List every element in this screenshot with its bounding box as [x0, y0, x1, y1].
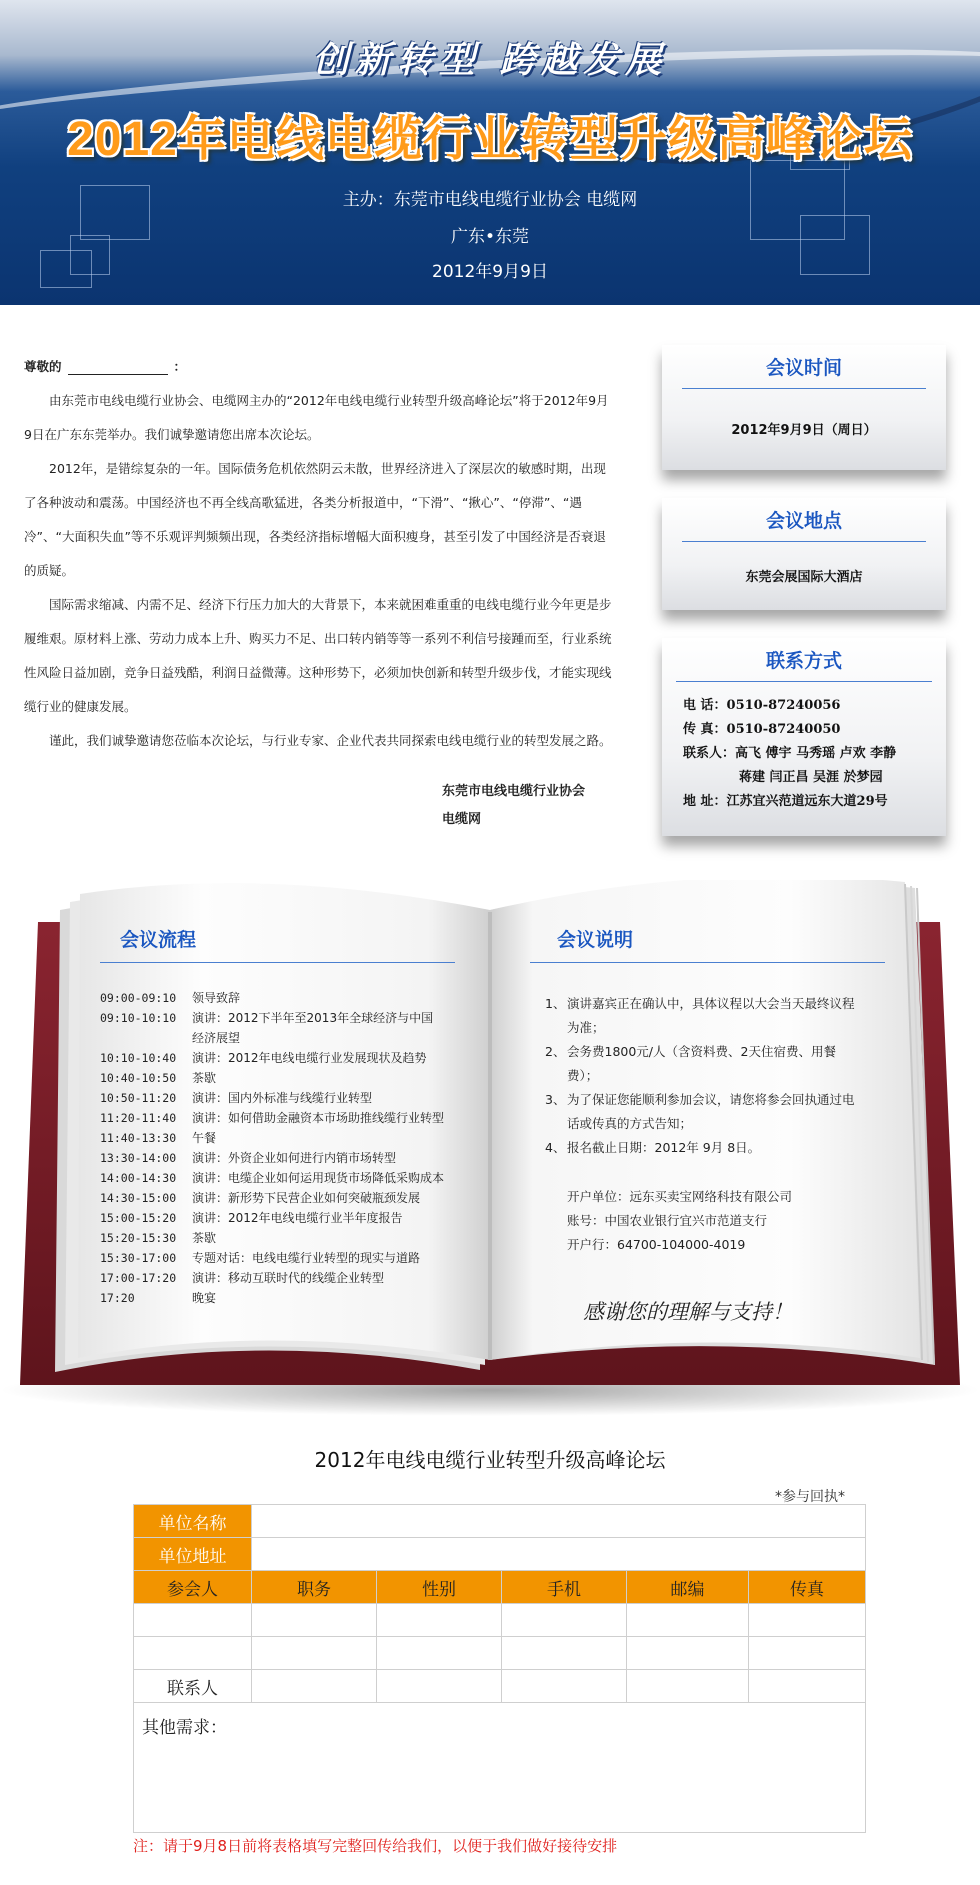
schedule-row: 11:20-11:40 演讲：如何借助金融资本市场助推线缆行业转型: [100, 1111, 445, 1125]
unit-address-field[interactable]: [252, 1538, 866, 1571]
meeting-time-box: [662, 345, 946, 470]
meeting-place-title: 会议地点: [765, 510, 842, 532]
contact-box: [662, 638, 946, 836]
unit-address-label: 单位地址: [134, 1538, 252, 1571]
contact-cell[interactable]: [252, 1670, 377, 1703]
name-blank: [68, 361, 168, 375]
banner-title: 2012年电线电缆行业转型升级高峰论坛: [67, 113, 913, 166]
schedule-row: 10:10-10:40 演讲：2012年电线电缆行业发展现状及趋势: [100, 1051, 427, 1065]
form-note: *参与回执*: [775, 1489, 845, 1505]
contact-people: 联系人：高飞 傅宇 马秀瑶 卢欢 李静: [683, 746, 897, 761]
thanks-text: 感谢您的理解与支持！: [583, 1300, 793, 1324]
header-mobile: 手机: [502, 1571, 627, 1604]
contact-people-cont: 蒋建 闫正昌 吴涯 於梦园: [739, 770, 883, 785]
other-needs-field[interactable]: [134, 1703, 866, 1833]
other-needs-label: 其他需求：: [142, 1718, 227, 1738]
form-title: 2012年电线电缆行业转型升级高峰论坛: [314, 1448, 666, 1472]
contact-phone: 电 话：0510-87240056: [683, 698, 841, 713]
banner-location: 广东•东莞: [450, 227, 530, 247]
schedule-row: 15:00-15:20 演讲：2012年电线电缆行业半年度报告: [100, 1211, 403, 1225]
unit-name-label: 单位名称: [134, 1505, 252, 1538]
banner-slogan: 创新转型 跨越发展: [312, 39, 668, 81]
schedule-row: 14:00-14:30 演讲：电缆企业如何运用现货市场降低采购成本: [100, 1171, 445, 1185]
schedule-row: 经济展望: [192, 1031, 241, 1045]
schedule-row: 15:20-15:30 茶歇: [100, 1231, 217, 1245]
zip-cell[interactable]: [627, 1637, 749, 1670]
contact-cell[interactable]: [749, 1670, 866, 1703]
schedule-row: 17:20 晚宴: [100, 1291, 217, 1305]
mobile-cell[interactable]: [502, 1604, 627, 1637]
attendee-cell[interactable]: [134, 1637, 252, 1670]
schedule-title: 会议流程: [120, 929, 197, 951]
meeting-time-title: 会议时间: [765, 357, 842, 379]
contact-cell[interactable]: [377, 1670, 502, 1703]
note-item: 3、 为了保证您能顺利参加会议，请您将参会回执通过电话或传真的方式告知；: [545, 1092, 855, 1131]
form-row: [134, 1670, 866, 1703]
form-row: [134, 1505, 866, 1538]
note-item: 4、 报名截止日期：2012年 9月 8日。: [545, 1140, 761, 1155]
contact-title: 联系方式: [765, 650, 842, 672]
fax-cell[interactable]: [749, 1604, 866, 1637]
letter-signature: 东莞市电线电缆行业协会 电缆网: [442, 784, 586, 827]
schedule-list: [100, 988, 492, 1308]
account-info: [567, 1185, 792, 1257]
banner-organizer: 主办：东莞市电线电缆行业协会 电缆网: [342, 190, 638, 210]
header-position: 职务: [252, 1571, 377, 1604]
letter-paragraph: 由东莞市电线电缆行业协会、电缆网主办的“2012年电线电缆行业转型升级高峰论坛”将于2012年9月9日在广东东莞举办。我们诚挚邀请您出席本次论坛。: [24, 393, 609, 442]
account-bank: 开户行：64700-104000-4019: [567, 1237, 746, 1252]
letter-paragraph: 国际需求缩减、内需不足、经济下行压力加大的大背景下，本来就困难重重的电线电缆行业今年更是步履维艰。原材料上涨、劳动力成本上升、购买力不足、出口转内销等等一系列不利信号接踵而至，行业系统性风险日益加剧，竞争日益残酷，利润日益微薄。这种形势下，必须加快创新和转型升级步伐，才能实现线缆行业的健康发展。: [24, 597, 612, 714]
header-fax: 传真: [749, 1571, 866, 1604]
schedule-row: 11:40-13:30 午餐: [100, 1131, 217, 1145]
schedule-row: 15:30-17:00 专题对话：电线电缆行业转型的现实与道路: [100, 1251, 421, 1265]
meeting-place-box: [662, 498, 946, 610]
unit-name-field[interactable]: [252, 1505, 866, 1538]
meeting-place-value: 东莞会展国际大酒店: [745, 570, 863, 585]
schedule-row: 17:00-17:20 演讲：移动互联时代的线缆企业转型: [100, 1271, 385, 1285]
meeting-time-value: 2012年9月9日（周日）: [731, 423, 877, 438]
mobile-cell[interactable]: [502, 1637, 627, 1670]
header-attendee: 参会人: [134, 1571, 252, 1604]
form-header-row: [134, 1571, 866, 1604]
header-gender: 性别: [377, 1571, 502, 1604]
contact-address: 地 址：江苏宜兴范道远东大道29号: [683, 794, 888, 809]
letter-paragraph: 谨此，我们诚挚邀请您莅临本次论坛，与行业专家、企业代表共同探索电线电缆行业的转型发展之路。: [49, 733, 612, 748]
header-zip: 邮编: [627, 1571, 749, 1604]
form-row: [134, 1703, 866, 1833]
notes-list: [545, 992, 855, 1160]
contact-cell[interactable]: [627, 1670, 749, 1703]
registration-form: [133, 1504, 866, 1833]
schedule-row: 10:40-10:50 茶歇: [100, 1071, 217, 1085]
account-number: 账号：中国农业银行宜兴市范道支行: [567, 1213, 768, 1228]
zip-cell[interactable]: [627, 1604, 749, 1637]
salutation: 尊敬的 ：: [24, 359, 187, 374]
note-item: 1、 演讲嘉宾正在确认中，具体议程以大会当天最终议程为准；: [545, 996, 855, 1035]
form-footnote: 注：请于9月8日前将表格填写完整回传给我们，以便于我们做好接待安排: [133, 1837, 618, 1855]
attendee-cell[interactable]: [134, 1604, 252, 1637]
notes-title: 会议说明: [557, 929, 634, 951]
contact-person-label: 联系人: [134, 1670, 252, 1703]
position-cell[interactable]: [252, 1604, 377, 1637]
form-row: [134, 1604, 866, 1637]
contact-fax: 传 真：0510-87240050: [683, 722, 841, 737]
schedule-row: 09:00-09:10 领导致辞: [100, 991, 241, 1005]
note-item: 2、 会务费1800元/人（含资料费、2天住宿费、用餐费）；: [545, 1044, 836, 1083]
invitation-letter: [24, 350, 614, 758]
schedule-row: 13:30-14:00 演讲：外资企业如何进行内销市场转型: [100, 1151, 397, 1165]
gender-cell[interactable]: [377, 1604, 502, 1637]
fax-cell[interactable]: [749, 1637, 866, 1670]
schedule-row: 09:10-10:10 演讲：2012下半年至2013年全球经济与中国: [100, 1011, 434, 1025]
schedule-row: 14:30-15:00 演讲：新形势下民营企业如何突破瓶颈发展: [100, 1191, 421, 1205]
account-unit: 开户单位：远东买卖宝网络科技有限公司: [567, 1189, 793, 1204]
gender-cell[interactable]: [377, 1637, 502, 1670]
banner-date: 2012年9月9日: [432, 262, 548, 282]
position-cell[interactable]: [252, 1637, 377, 1670]
form-row: [134, 1538, 866, 1571]
divider: [100, 962, 455, 963]
contact-cell[interactable]: [502, 1670, 627, 1703]
schedule-row: 10:50-11:20 演讲：国内外标准与线缆行业转型: [100, 1091, 373, 1105]
letter-paragraph: 2012年，是错综复杂的一年。国际债务危机依然阴云未散，世界经济进入了深层次的敏感时期，出现了各种波动和震荡。中国经济也不再全线高歌猛进，各类分析报道中，“下滑”、“揪心”、“停滞”、“遇冷”、“大面积失血”等不乐观评判频频出现，各类经济指标增幅大面积瘦身，甚至引发了中国经济是否衰退的质疑。: [24, 461, 606, 578]
divider: [530, 962, 885, 963]
contact-details: [662, 682, 946, 814]
form-row: [134, 1637, 866, 1670]
